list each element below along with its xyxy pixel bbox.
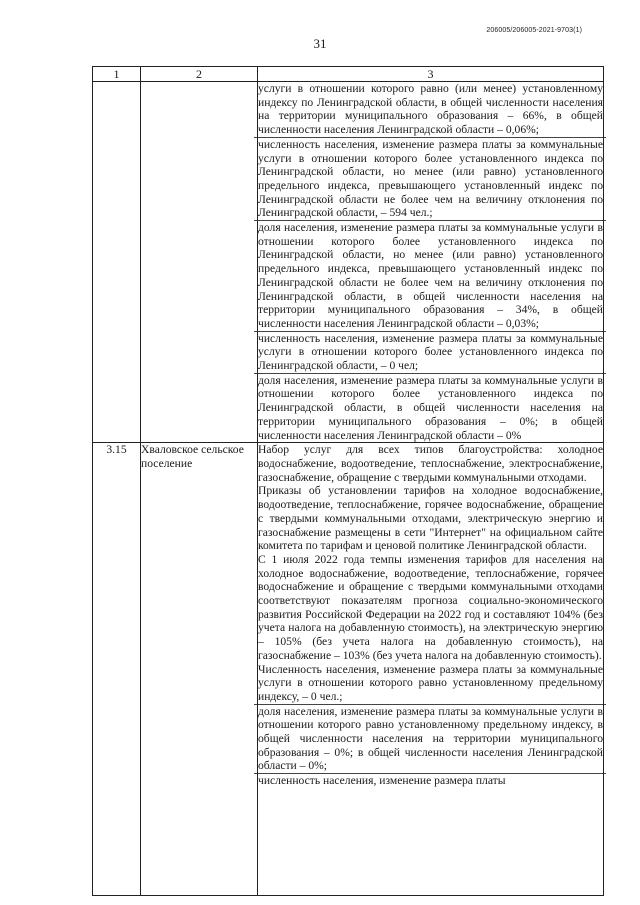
- paragraph: услуги в отношении которого равно (или менее) установленному индексу по Ленинградской области, в общей численности населения на территории муниципального образования – 66%, в общей численности населения Ленинградской области – 0,06%;: [258, 82, 603, 137]
- paragraph: Набор услуг для всех типов благоустройства: холодное водоснабжение, водоотведение, теплоснабжение, электроснабжение, газоснабжение, обращение с твердыми коммунальными отходами.: [258, 443, 603, 484]
- paragraph: доля населения, изменение размера платы за коммунальные услуги в отношении которого более установленного индекса по Ленинградской области, но менее (или равно) установленного предельного индекса, превышающего установленный индекс по Ленинградской области не более чем на величину отклонения по Ленинградской области, в общей численности населения на территории муниципального образования – 34%, в общей численности населения Ленинградской области – 0,03%;: [258, 221, 603, 330]
- data-table: [92, 66, 604, 896]
- table-row: [93, 82, 604, 443]
- table-header-row: [93, 67, 604, 82]
- paragraph: доля населения, изменение размера платы за коммунальные услуги в отношении которого более установленного индекса по Ленинградской области, в общей численности населения на территории муниципального образования – 0%; в общей численности населения Ленинградской области – 0%: [258, 373, 603, 442]
- row-number: 3.15: [93, 443, 141, 896]
- row-description: [258, 82, 604, 443]
- row-description: [258, 443, 604, 896]
- paragraph: доля населения, изменение размера платы за коммунальные услуги в отношении которого равно установленному предельному индексу, в общей численности населения на территории муниципального образования – 0%; в общей численности населения Ленинградской области – 0%;: [258, 704, 603, 773]
- paragraph: численность населения, изменение размера платы за коммунальные услуги в отношении которого более установленного индекса по Ленинградской области, но менее (или равно) установленного предельного индекса, превышающего установленный индекс по Ленинградской области не более чем на величину отклонения по Ленинградской области, – 594 чел.;: [258, 137, 603, 220]
- table-row: [93, 443, 604, 896]
- row-number: [93, 82, 141, 443]
- paragraph: С 1 июля 2022 года темпы изменения тарифов для населения на холодное водоснабжение, водоотведение, теплоснабжение, горячее водоснабжение и обращение с твердыми коммунальными отходами соответствуют показателям прогноза социально-экономического развития Российской Федерации на 2022 год и составляют 104% (без учета налога на добавленную стоимость), на электрическую энергию – 105% (без учета налога на добавленную стоимость), на газоснабжение – 103% (без учета налога на добавленную стоимость).: [258, 552, 603, 662]
- column-header-3: 3: [258, 67, 604, 82]
- document-code: 206005/206005-2021-9703(1): [486, 27, 582, 34]
- paragraph: Приказы об установлении тарифов на холодное водоснабжение, водоотведение, теплоснабжение, горячее водоснабжение, обращение с твердыми коммунальными отходами, электрическую энергию и газоснабжение размещены в сети "Интернет" на официальном сайте комитета по тарифам и ценовой политике Ленинградской области.: [258, 484, 603, 553]
- municipality-name: [141, 82, 258, 443]
- column-header-2: 2: [141, 67, 258, 82]
- municipality-name: Хваловское сельское поселение: [141, 443, 258, 896]
- page-number: 31: [313, 36, 327, 51]
- paragraph: численность населения, изменение размера платы: [258, 774, 506, 788]
- paragraph: Численность населения, изменение размера платы за коммунальные услуги в отношении которого равно установленному предельному индексу, – 0 чел.;: [258, 662, 603, 703]
- column-header-1: 1: [93, 67, 141, 82]
- paragraph: численность населения, изменение размера платы за коммунальные услуги в отношении которого более установленного индекса по Ленинградской области, – 0 чел;: [258, 331, 603, 373]
